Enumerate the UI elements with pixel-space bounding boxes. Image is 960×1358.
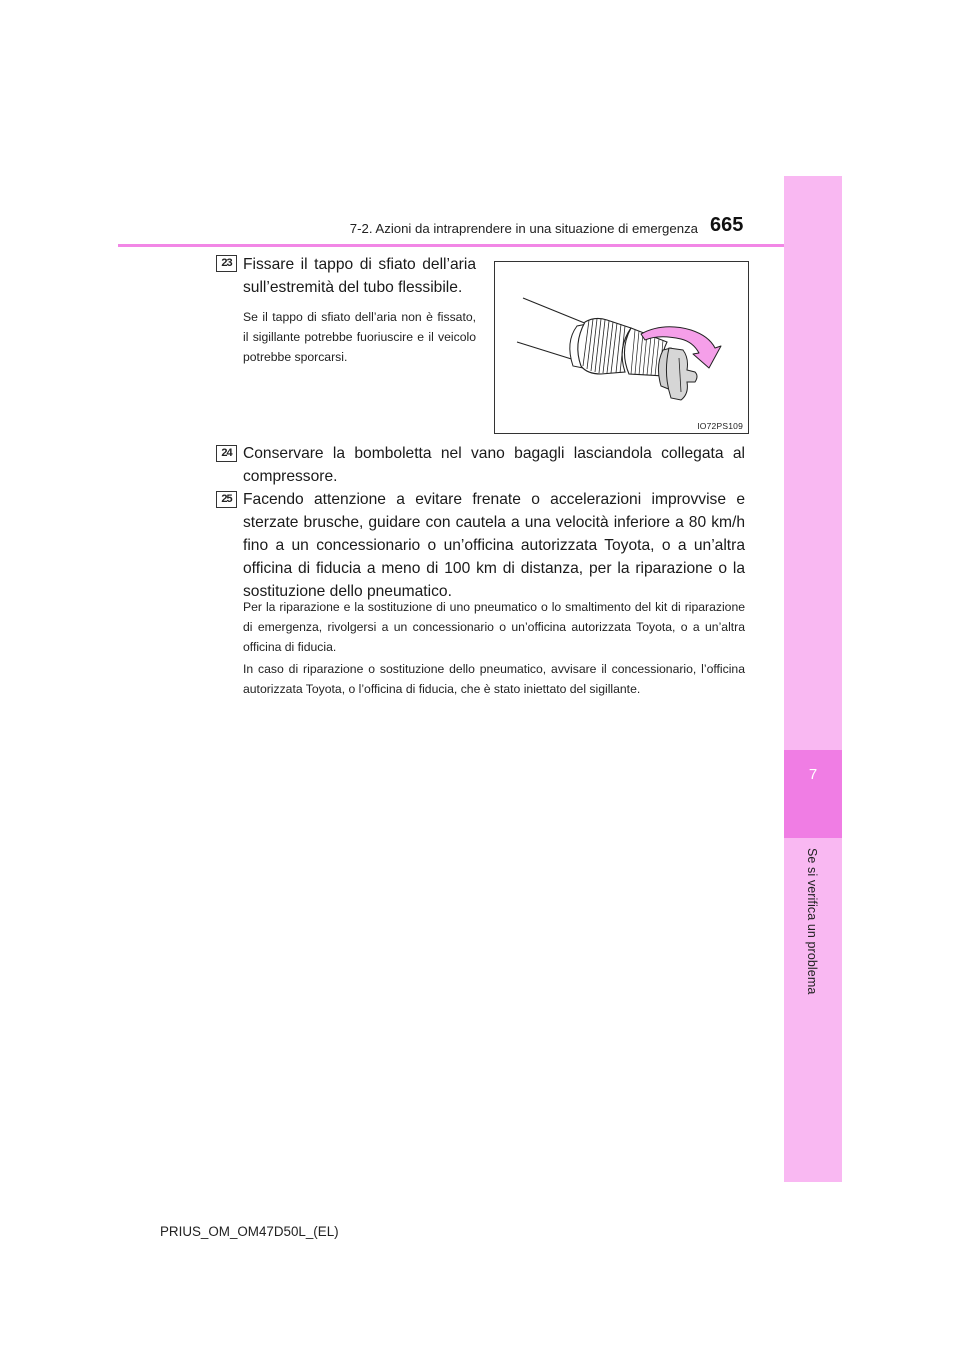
step-23-badge: 23: [216, 255, 237, 272]
step-23-instruction: Fissare il tappo di sfiato dell’aria sull’estremità del tubo flessibile.: [243, 256, 476, 296]
figure-code: IO72PS109: [697, 421, 743, 431]
chapter-number-block: [784, 750, 842, 838]
chapter-title-vertical: [782, 848, 842, 1088]
chapter-title: Se si verifica un problema: [805, 848, 819, 995]
section-title: 7-2. Azioni da intraprendere in una situazione di emergenza: [349, 221, 698, 236]
step-25-note-1: Per la riparazione e la sostituzione di uno pneumatico o lo smaltimento del kit di riparazione di emergenza, rivolgersi a un concessionario o un’officina autorizzata Toyota, o a un’altra officina di fiducia.: [243, 600, 745, 654]
page-number: 665: [710, 214, 744, 236]
hose-cap-illustration: [495, 262, 748, 433]
step-25-badge: 25: [216, 491, 237, 508]
air-vent-cap-icon: [658, 348, 697, 400]
step-25-instruction: Facendo attenzione a evitare frenate o accelerazioni improvvise e sterzate brusche, guidare con cautela a una velocità inferiore a 80 km/h fino a un concessionario o un’officina autorizzata Toyota, o a un’altra officina di fiducia a meno di 100 km di distanza, per la riparazione o la sostituzione dello pneumatico.: [243, 491, 745, 600]
figure-air-vent-cap: [494, 261, 749, 434]
step-25-note-2: In caso di riparazione o sostituzione dello pneumatico, avvisare il concessionario, l’officina autorizzata Toyota, o l’officina di fiducia, che è stato iniettato del sigillante.: [243, 662, 745, 696]
chapter-number: 7: [808, 766, 818, 783]
document-code: PRIUS_OM_OM47D50L_(EL): [160, 1224, 339, 1239]
header-rule: [118, 244, 784, 247]
step-24-badge: 24: [216, 445, 237, 462]
threaded-end-icon: [570, 318, 631, 374]
step-23-note: Se il tappo di sfiato dell’aria non è fissato, il sigillante potrebbe fuoriuscire e il veicolo potrebbe sporcarsi.: [243, 310, 476, 364]
step-24-instruction: Conservare la bomboletta nel vano bagagli lasciandola collegata al compressore.: [243, 445, 745, 485]
